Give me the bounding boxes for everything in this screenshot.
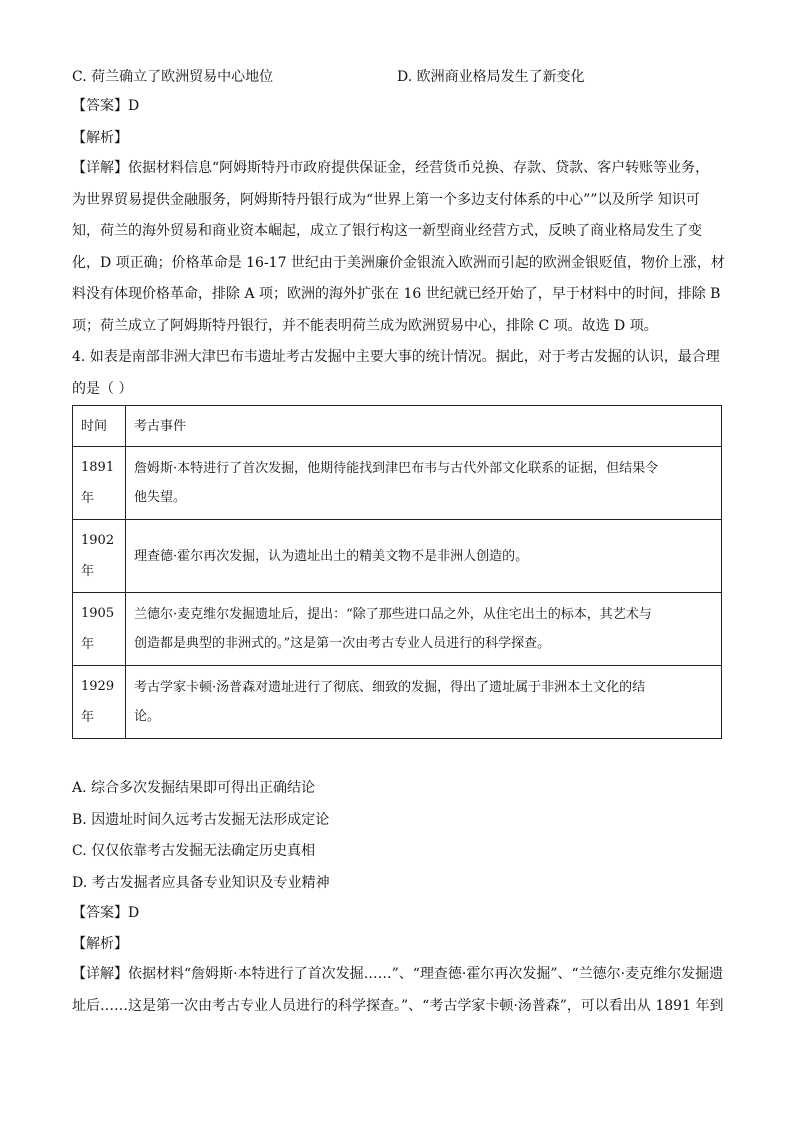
- event-line: 他失望。: [134, 490, 187, 505]
- event-line: 创造都是典型的非洲式的。”这是第一次由考古专业人员进行的科学探查。: [134, 636, 551, 651]
- year-number: 1891: [81, 460, 115, 475]
- row-year: [73, 666, 126, 739]
- table-header-row: [73, 406, 722, 447]
- option-a: A. 综合多次发掘结果即可得出正确结论: [72, 780, 316, 796]
- year-number: 1929: [81, 679, 115, 694]
- q3-answer: 【答案】D: [72, 98, 140, 114]
- row-year: [73, 520, 126, 593]
- event-line: 论。: [134, 709, 161, 724]
- header-event: 考古事件: [126, 406, 722, 447]
- q4-stem: [72, 342, 722, 405]
- q4-stem-line: 4. 如表是南部非洲大津巴布韦遗址考古发掘中主要大事的统计情况。据此，对于考古发掘的认识，最合理: [72, 349, 720, 365]
- q4-answer: 【答案】D: [72, 905, 140, 921]
- event-line: 詹姆斯·本特进行了首次发掘，他期待能找到津巴布韦与古代外部文化联系的证据，但结果令: [134, 461, 659, 476]
- q4-stem-line: 的是（ ）: [72, 380, 133, 397]
- option-b: B. 因遗址时间久远考古发掘无法形成定论: [72, 811, 330, 828]
- q3-analysis-label: 【解析】: [72, 130, 128, 146]
- q3-detail-line: 【详解】依据材料信息“阿姆斯特丹市政府提供保证金，经营货币兑换、存款、贷款、客户转账等业务，: [72, 160, 710, 176]
- q4-detail-line: 址后……这是第一次由考古专业人员进行的科学探查。”、“考古学家卡顿·汤普森”，可以看出从 1891 年到: [72, 997, 724, 1014]
- row-event: [126, 447, 722, 520]
- option-d: D. 考古发掘者应具备专业知识及专业精神: [72, 874, 330, 891]
- table-row: [73, 520, 722, 593]
- row-year: [73, 593, 126, 666]
- year-number: 1905: [81, 606, 115, 621]
- q4-detail-line: 【详解】依据材料“詹姆斯·本特进行了首次发掘……”、“理查德·霍尔再次发掘”、“兰德尔·麦克维尔发掘遗: [72, 966, 724, 982]
- row-year: [73, 447, 126, 520]
- option-d: D. 欧洲商业格局发生了新变化: [397, 69, 585, 85]
- event-line: 考古学家卡顿·汤普森对遗址进行了彻底、细致的发掘，得出了遗址属于非洲本土文化的结: [134, 680, 646, 695]
- q4-options: [72, 773, 722, 899]
- table-row: [73, 666, 722, 739]
- previous-question-options: [72, 66, 722, 84]
- q4-analysis-label: 【解析】: [72, 936, 128, 952]
- q3-detail-line: 项；荷兰成立了阿姆斯特丹银行，并不能表明荷兰成为欧洲贸易中心，排除 C 项。故选 D 项。: [72, 317, 658, 334]
- q3-detail: [72, 153, 725, 342]
- option-c: C. 荷兰确立了欧洲贸易中心地位: [72, 69, 274, 85]
- table-row: [73, 447, 722, 520]
- q3-detail-line: 为世界贸易提供金融服务，阿姆斯特丹银行成为“世界上第一个多边支付体系的中心””以及所学 知识可: [72, 191, 700, 208]
- row-event: [126, 666, 722, 739]
- year-number: 1902: [81, 533, 115, 548]
- q3-detail-line: 化，D 项正确；价格革命是 16-17 世纪由于美洲廉价金银流入欧洲而引起的欧洲金银贬值，物价上涨，材: [72, 254, 725, 271]
- year-unit: 年: [81, 564, 95, 579]
- event-line: 理查德·霍尔再次发掘，认为遗址出土的精美文物不是非洲人创造的。: [134, 548, 529, 564]
- header-time: 时间: [73, 406, 126, 447]
- q3-detail-line: 料没有体现价格革命，排除 A 项；欧洲的海外扩张在 16 世纪就已经开始了，早于材料中的时间，排除 B: [72, 286, 721, 302]
- year-unit: 年: [81, 491, 95, 506]
- option-c: C. 仅仅依靠考古发掘无法确定历史真相: [72, 843, 316, 859]
- q3-detail-line: 知，荷兰的海外贸易和商业资本崛起，成立了银行构这一新型商业经营方式，反映了商业格局发生了变: [72, 223, 702, 239]
- year-unit: 年: [81, 710, 95, 725]
- table-row: [73, 593, 722, 666]
- year-unit: 年: [81, 637, 95, 652]
- row-event: [126, 593, 722, 666]
- excavation-table: [72, 405, 722, 739]
- row-event: [126, 520, 722, 593]
- q4-detail: [72, 959, 722, 1022]
- event-line: 兰德尔·麦克维尔发掘遗址后，提出：“除了那些进口品之外，从住宅出土的标本，其艺术与: [134, 607, 652, 622]
